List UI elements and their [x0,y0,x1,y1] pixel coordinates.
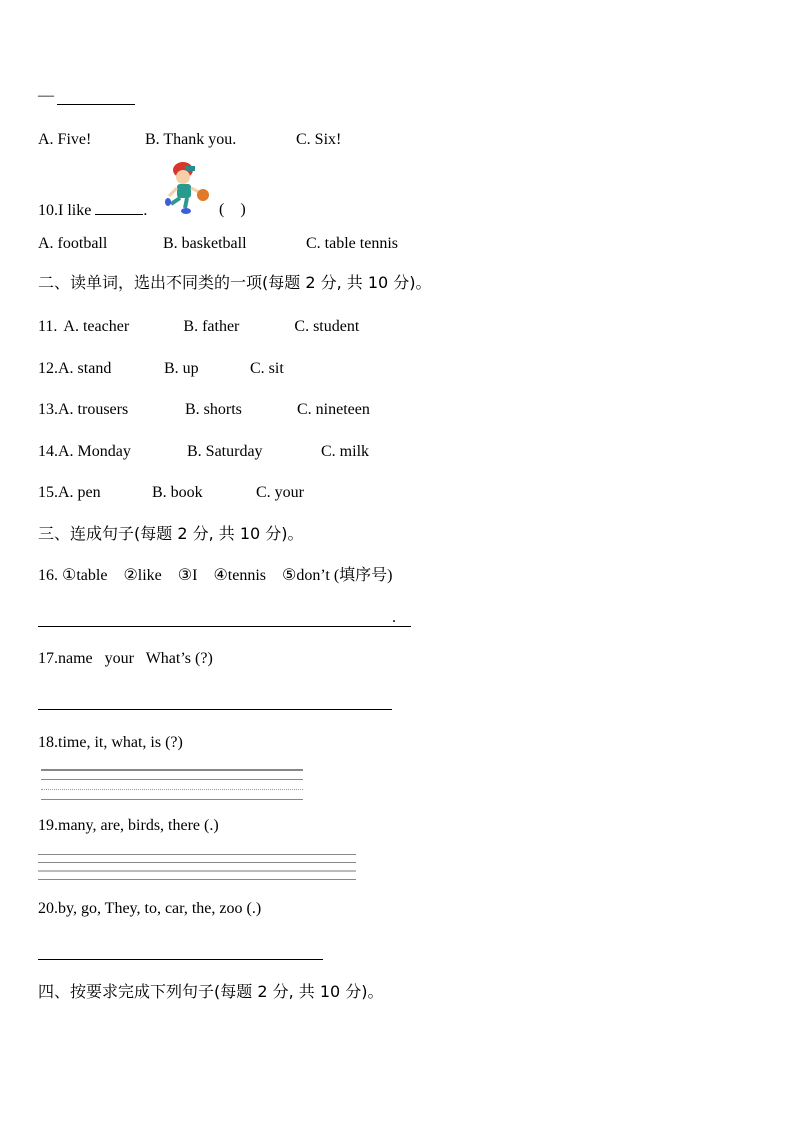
q-number: 13. [38,401,58,418]
question-13 [38,400,370,420]
option-c[interactable]: C. your [256,484,304,501]
option-b[interactable]: B. Saturday [187,443,263,460]
q10-prefix: 10.I like [38,202,92,219]
option-b[interactable]: B. shorts [185,401,242,418]
question-14 [38,442,369,462]
option-a[interactable]: A. teacher [63,318,130,335]
option-a[interactable]: A. Five! [38,131,92,148]
question-16: 16. ①table ②like ③I ④tennis ⑤don’t (填序号) [38,567,393,584]
question-20: 20.by, go, They, to, car, the, zoo (.) [38,900,262,917]
option-b[interactable]: B. father [183,318,240,335]
option-b[interactable]: B. up [164,360,199,377]
question-11 [38,317,359,337]
q10-stem [38,200,147,221]
q10-period: . [143,202,148,219]
q20-answer-line[interactable] [38,959,323,960]
question-15 [38,483,304,503]
option-a[interactable]: A. football [38,235,108,252]
q-number: 14. [38,443,58,460]
q9-dash: — [38,87,54,104]
q-number: 12. [38,360,58,377]
question-12 [38,359,284,379]
option-c[interactable]: C. nineteen [297,401,370,418]
section-4-heading: 四、按要求完成下列句子(每题 2 分, 共 10 分)。 [38,982,384,1001]
q16-answer-line[interactable] [38,626,411,627]
q16-period: . [392,609,396,626]
option-b[interactable]: B. basketball [163,235,247,252]
option-c[interactable]: C. Six! [296,131,342,148]
option-b[interactable]: B. Thank you. [145,131,237,148]
q17-answer-line[interactable] [38,709,392,710]
question-19: 19.many, are, birds, there (.) [38,817,219,834]
q10-answer-paren[interactable]: ( ) [219,201,246,218]
question-18: 18.time, it, what, is (?) [38,734,183,751]
section-3-heading: 三、连成句子(每题 2 分, 共 10 分)。 [38,524,304,543]
option-a[interactable]: A. trousers [58,401,129,418]
q9-options [38,130,341,150]
option-c[interactable]: C. sit [250,360,284,377]
q9-answer-line[interactable] [57,104,135,105]
q10-blank[interactable] [95,200,143,215]
q10-options [38,234,398,254]
option-b[interactable]: B. book [152,484,203,501]
option-c[interactable]: C. milk [321,443,370,460]
option-c[interactable]: C. student [294,318,360,335]
q-number: 15. [38,484,58,501]
q-number: 11. [38,318,58,335]
question-17: 17.name your What’s (?) [38,650,213,667]
boy-basketball-image [163,158,215,216]
section-2-heading: 二、读单词，选出不同类的一项(每题 2 分, 共 10 分)。 [38,273,432,292]
option-a[interactable]: A. Monday [58,443,131,460]
option-a[interactable]: A. pen [58,484,101,501]
option-c[interactable]: C. table tennis [306,235,398,252]
option-a[interactable]: A. stand [58,360,112,377]
